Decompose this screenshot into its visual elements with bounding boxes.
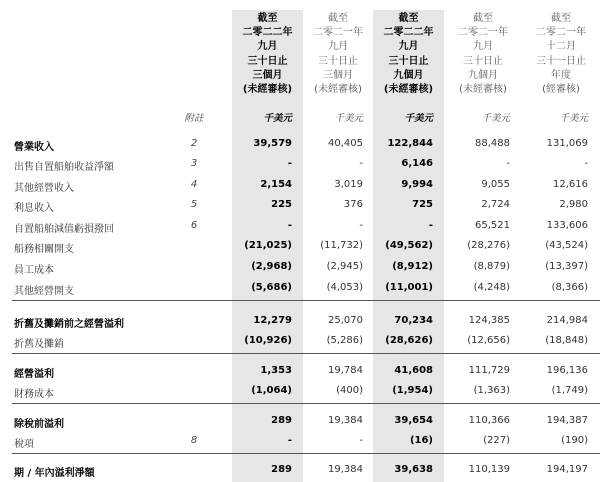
unit-label: 千美元 <box>404 113 433 124</box>
table-row-revenue: 營業收入 2 39,579 40,405 122,844 88,488 131,069 <box>14 138 588 153</box>
unit-label: 千美元 <box>559 113 588 124</box>
column-header-q3-2022: 截至 二零二二年 九月 三十日止 三個月 (未經審核) <box>242 13 293 95</box>
unit-label: 千美元 <box>263 113 292 124</box>
table-row: 船務相關開支 (21,025) (11,732) (49,562) (28,276) (43,524) <box>14 240 588 255</box>
unit-label: 千美元 <box>334 113 363 124</box>
section-divider <box>12 403 600 404</box>
section-divider <box>12 300 600 301</box>
table-row: 財務成本 (1,064) (400) (1,954) (1,363) (1,749) <box>14 385 588 400</box>
table-row-operating-profit: 經營溢利 1,353 19,784 41,608 111,729 196,136 <box>14 365 588 380</box>
table-row: 稅項 8 - - (16) (227) (190) <box>14 435 588 450</box>
column-header-9m-2022: 截至 二零二二年 九月 三十日止 九個月 (未經審核) <box>383 13 434 95</box>
unit-label: 千美元 <box>481 113 510 124</box>
table-row: 員工成本 (2,968) (2,945) (8,912) (8,879) (13,397) <box>14 261 588 276</box>
table-row-profit-before-tax: 除稅前溢利 289 19,384 39,654 110,366 194,387 <box>14 415 588 430</box>
table-row: 利息收入 5 225 376 725 2,724 2,980 <box>14 199 588 214</box>
section-divider <box>12 453 600 454</box>
section-divider <box>12 353 600 354</box>
table-row: 折舊及攤銷 (10,926) (5,286) (28,626) (12,656) (18,848) <box>14 335 588 350</box>
table-row: 其他經營開支 (5,686) (4,053) (11,001) (4,248) (8,366) <box>14 282 588 297</box>
column-header-fy-2021: 截至 二零二一年 十二月 三十一日止 年度 (經審核) <box>536 13 586 95</box>
column-header-9m-2021: 截至 二零二一年 九月 三十日止 九個月 (未經審核) <box>458 13 508 95</box>
table-row: 自置船舶減值虧損撥回 6 - - - 65,521 133,606 <box>14 220 588 235</box>
table-row: 出售自置船舶收益淨額 3 - - 6,146 - - <box>14 158 588 173</box>
column-header-q3-2021: 截至 二零二一年 九月 三十日止 三個月 (未經審核) <box>313 13 363 95</box>
note-column-header: 附註 <box>184 113 204 124</box>
table-row-ebitda: 折舊及攤銷前之經營溢利 12,279 25,070 70,234 124,385 214,984 <box>14 315 588 330</box>
table-row: 其他經營收入 4 2,154 3,019 9,994 9,055 12,616 <box>14 179 588 194</box>
table-row-net-profit: 期 / 年內溢利淨額 289 19,384 39,638 110,139 194,197 <box>14 464 588 479</box>
